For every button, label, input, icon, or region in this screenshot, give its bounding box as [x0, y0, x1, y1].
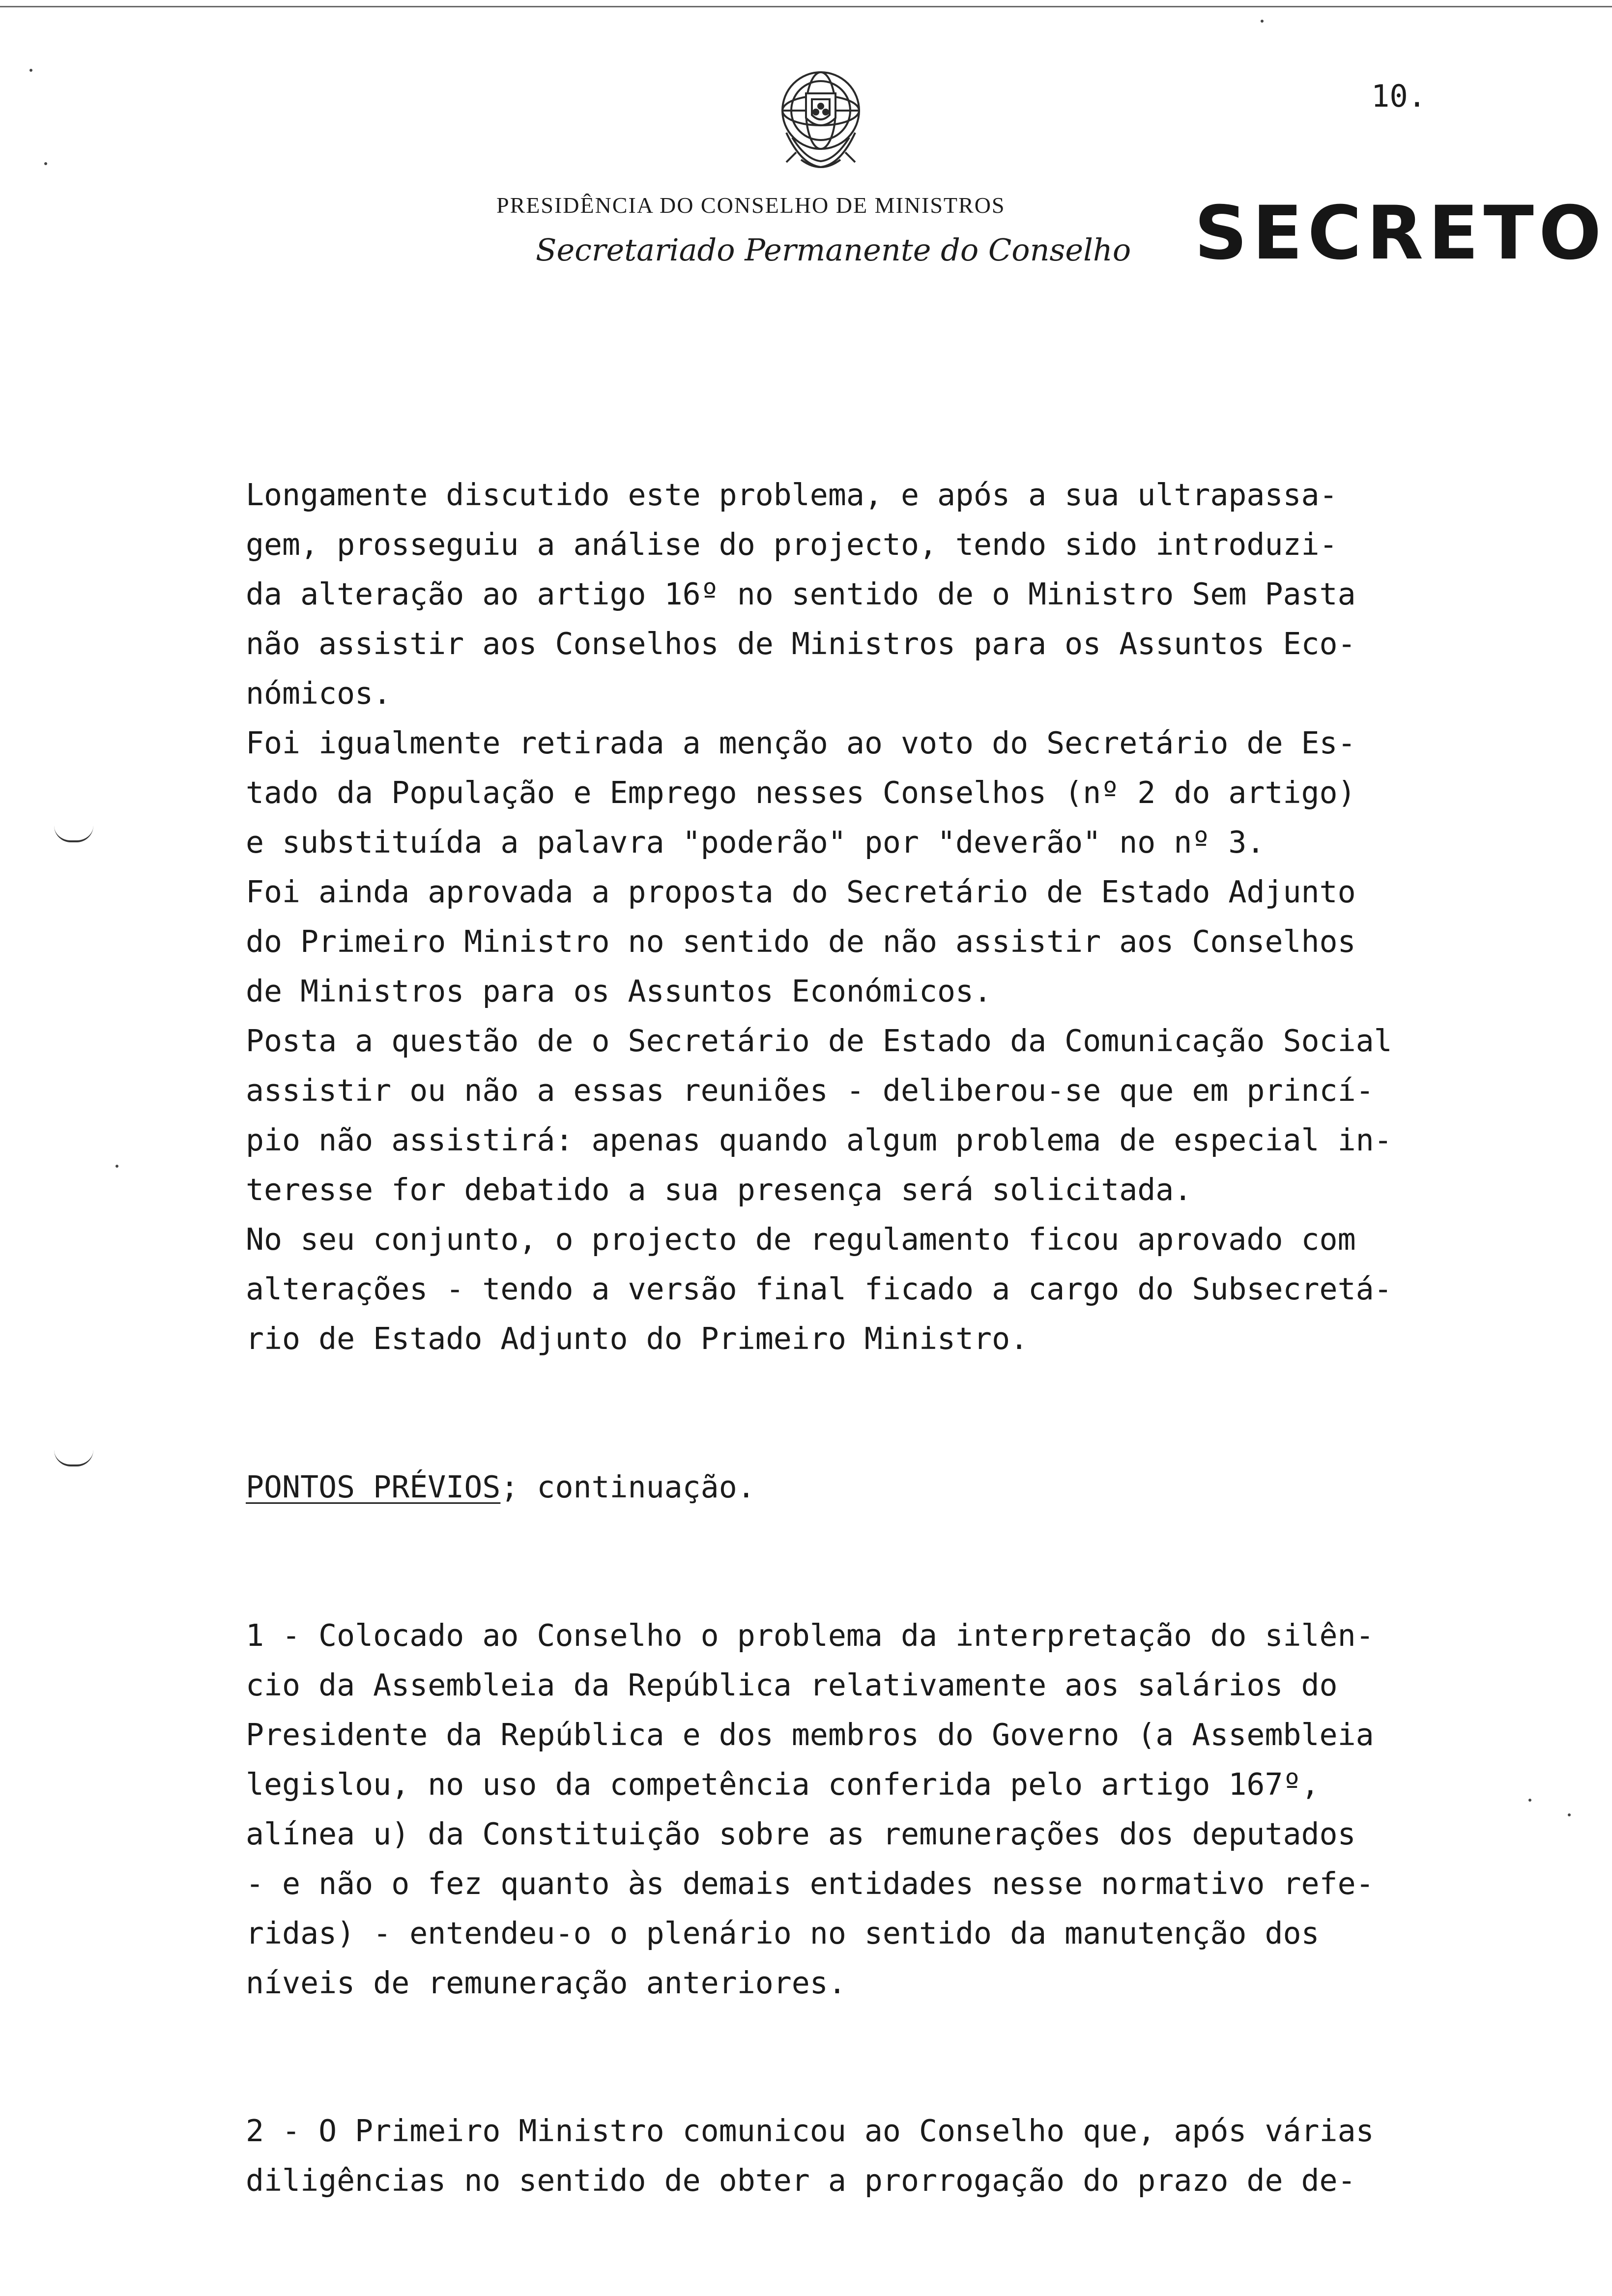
text-line: pio não assistirá: apenas quando algum problema de especial in-: [246, 1122, 1392, 1158]
scan-speck: [1568, 1813, 1571, 1816]
text-line: gem, prosseguiu a análise do projecto, tendo sido introduzi-: [246, 527, 1338, 562]
text-line: e substituída a palavra "poderão" por "deverão" no nº 3.: [246, 825, 1265, 860]
text-line: assistir ou não a essas reuniões - deliberou-se que em princí-: [246, 1073, 1374, 1108]
scan-speck: [1261, 20, 1264, 23]
text-line: diligências no sentido de obter a prorrogação do prazo de de-: [246, 2163, 1356, 2198]
margin-punch-mark: [54, 1450, 93, 1466]
scan-speck: [1528, 1799, 1531, 1802]
department-subheader: Secretariado Permanente do Conselho: [536, 232, 1131, 268]
text-line: Foi ainda aprovada a proposta do Secretário de Estado Adjunto: [246, 874, 1356, 910]
section-heading: [246, 1463, 755, 1512]
text-line: da alteração ao artigo 16º no sentido de o Ministro Sem Pasta: [246, 576, 1356, 612]
text-line: 2 - O Primeiro Ministro comunicou ao Conselho que, após várias: [246, 2113, 1374, 2149]
text-line: ridas) - entendeu-o o plenário no sentido da manutenção dos: [246, 1916, 1320, 1951]
margin-punch-mark: [54, 826, 93, 842]
scan-speck: [29, 69, 32, 72]
classification-stamp: SECRETO: [1194, 191, 1607, 276]
text-line: cio da Assembleia da República relativamente aos salários do: [246, 1667, 1338, 1703]
text-line: de Ministros para os Assuntos Económicos.: [246, 974, 992, 1009]
text-line: Longamente discutido este problema, e após a sua ultrapassa-: [246, 477, 1338, 513]
text-line: alterações - tendo a versão final ficado a cargo do Subsecretá-: [246, 1271, 1392, 1307]
item-1-salaries: [246, 1611, 1484, 2008]
text-line: tado da População e Emprego nesses Conselhos (nº 2 do artigo): [246, 775, 1356, 810]
text-line: teresse for debatido a sua presença será solicitada.: [246, 1172, 1192, 1207]
text-line: Posta a questão de o Secretário de Estado da Comunicação Social: [246, 1023, 1392, 1059]
text-line: - e não o fez quanto às demais entidades nesse normativo refe-: [246, 1866, 1374, 1901]
page-number: 10.: [1371, 78, 1426, 114]
coat-of-arms-emblem: [767, 59, 875, 177]
text-line: rio de Estado Adjunto do Primeiro Ministro.: [246, 1321, 1029, 1356]
section-title-suffix: ; continuação.: [500, 1469, 755, 1505]
section-title: PONTOS PRÉVIOS: [246, 1469, 501, 1505]
text-line: No seu conjunto, o projecto de regulamento ficou aprovado com: [246, 1222, 1356, 1257]
text-line: nómicos.: [246, 676, 392, 711]
top-page-rule: [0, 6, 1612, 7]
text-line: Presidente da República e dos membros do Governo (a Assembleia: [246, 1717, 1374, 1752]
text-line: níveis de remuneração anteriores.: [246, 1965, 846, 2001]
text-line: Foi igualmente retirada a menção ao voto do Secretário de Es-: [246, 725, 1356, 761]
text-line: do Primeiro Ministro no sentido de não assistir aos Conselhos: [246, 924, 1356, 959]
item-2-prime-minister: [246, 2106, 1484, 2206]
organization-header: PRESIDÊNCIA DO CONSELHO DE MINISTROS: [496, 193, 1006, 218]
paragraph-regulation-discussion: [246, 470, 1484, 1364]
text-line: não assistir aos Conselhos de Ministros para os Assuntos Eco-: [246, 626, 1356, 661]
text-line: legislou, no uso da competência conferida pelo artigo 167º,: [246, 1767, 1320, 1802]
scan-speck: [115, 1165, 118, 1168]
scan-speck: [44, 162, 47, 165]
text-line: 1 - Colocado ao Conselho o problema da interpretação do silên-: [246, 1618, 1374, 1653]
text-line: alínea u) da Constituição sobre as remunerações dos deputados: [246, 1816, 1356, 1852]
